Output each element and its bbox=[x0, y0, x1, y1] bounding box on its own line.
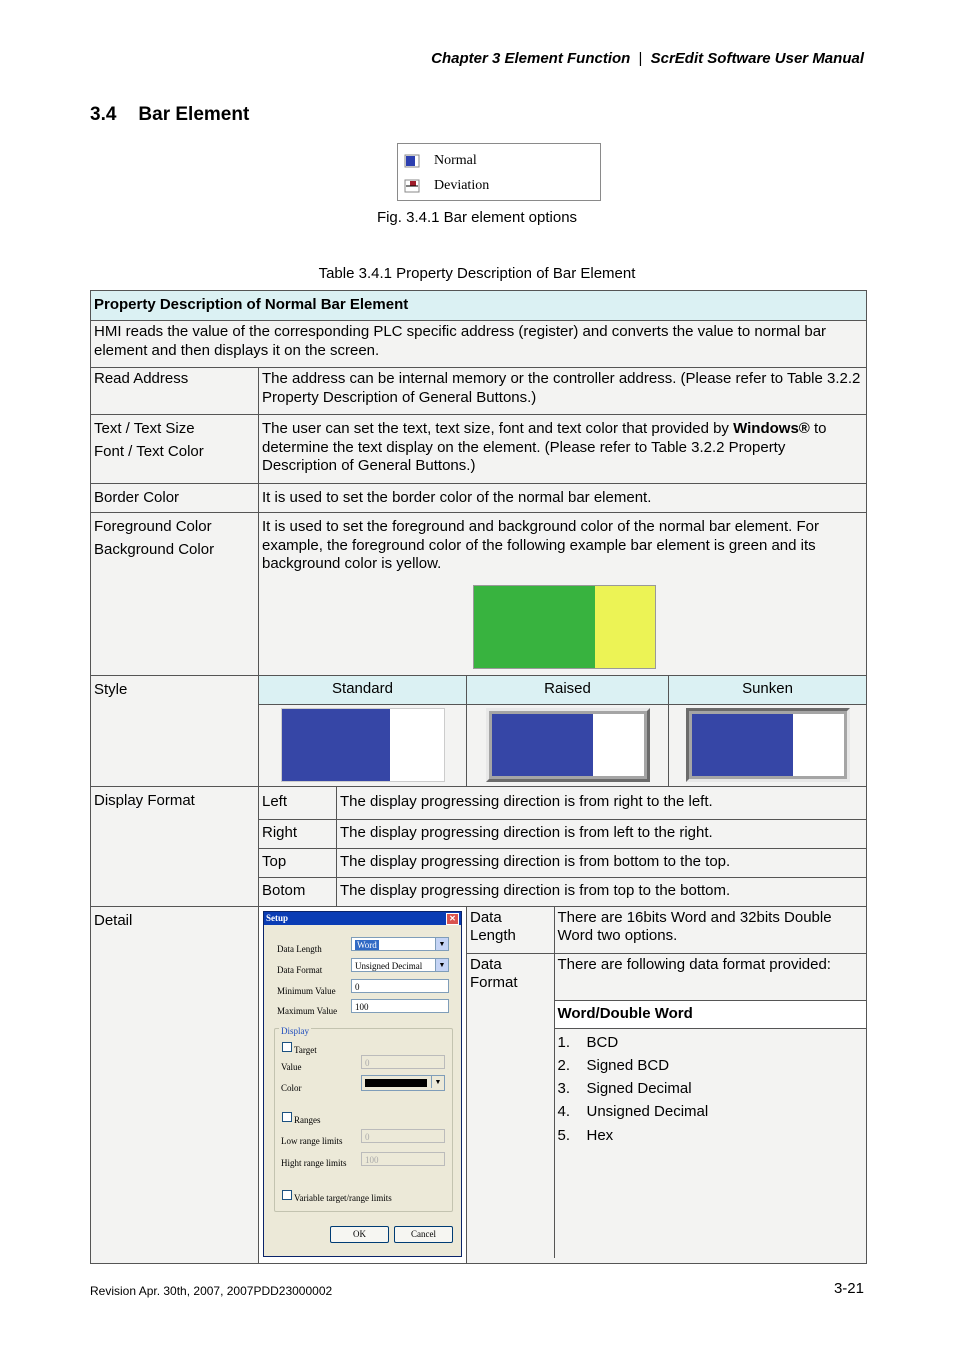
detail-label: Detail bbox=[91, 906, 259, 1263]
item-text: Signed Decimal bbox=[586, 1080, 692, 1098]
data-length-label: Data Length bbox=[277, 943, 322, 954]
item-text: Hex bbox=[586, 1126, 614, 1144]
cancel-button[interactable]: Cancel bbox=[394, 1226, 453, 1243]
section-heading bbox=[90, 104, 249, 126]
color-swatch bbox=[365, 1079, 427, 1087]
table-heading: Property Description of Normal Bar Element bbox=[91, 291, 867, 321]
style-raised-cell bbox=[467, 704, 669, 786]
maximum-value-input[interactable]: 100 bbox=[351, 999, 449, 1013]
bar-foreground bbox=[282, 709, 391, 781]
dialog-title: Setup bbox=[266, 912, 289, 923]
page-number: 3-21 bbox=[833, 1280, 864, 1297]
setup-dialog-cell bbox=[259, 906, 467, 1263]
close-icon[interactable]: ✕ bbox=[446, 913, 459, 925]
read-address-label: Read Address bbox=[91, 368, 259, 415]
table-caption: Table 3.4.1 Property Description of Bar Element bbox=[318, 265, 636, 282]
direction-right: Right bbox=[259, 819, 337, 848]
item-number: 2. bbox=[557, 1056, 571, 1074]
bar-background bbox=[793, 714, 843, 776]
border-color-desc: It is used to set the border color of the normal bar element. bbox=[259, 484, 867, 513]
option-deviation bbox=[404, 178, 489, 194]
option-label: Normal bbox=[434, 153, 477, 168]
style-standard-header: Standard bbox=[259, 675, 467, 704]
data-length-label: Data Length bbox=[467, 907, 554, 954]
display-format-label: Display Format bbox=[91, 786, 259, 906]
header-separator: | bbox=[638, 50, 643, 67]
data-format-list-cell bbox=[554, 1028, 866, 1258]
property-table bbox=[90, 290, 867, 1264]
text-desc bbox=[259, 415, 867, 484]
chevron-down-icon[interactable]: ▼ bbox=[431, 1076, 444, 1088]
setup-dialog bbox=[263, 911, 462, 1257]
bar-background bbox=[593, 714, 643, 776]
list-item bbox=[558, 1127, 864, 1150]
style-raised-header: Raised bbox=[467, 675, 669, 704]
direction-top-desc: The display progressing direction is from bottom to the top. bbox=[337, 848, 867, 877]
data-format-value: Unsigned Decimal bbox=[355, 960, 423, 971]
deviation-bar-icon bbox=[404, 179, 420, 193]
option-normal bbox=[404, 153, 477, 169]
data-format-list bbox=[558, 1034, 864, 1150]
minimum-value-label: Minimum Value bbox=[277, 985, 336, 996]
list-item bbox=[558, 1103, 864, 1126]
sunken-bar-example bbox=[686, 708, 850, 782]
direction-top: Top bbox=[259, 848, 337, 877]
display-group-label: Display bbox=[279, 1022, 311, 1041]
ranges-label: Ranges bbox=[294, 1114, 321, 1125]
low-range-input[interactable]: 0 bbox=[361, 1129, 445, 1143]
item-number: 1. bbox=[557, 1033, 571, 1051]
item-text: BCD bbox=[586, 1033, 619, 1051]
data-length-desc: There are 16bits Word and 32bits Double Word two options. bbox=[554, 907, 866, 954]
high-range-input[interactable]: 100 bbox=[361, 1152, 445, 1166]
bar-background bbox=[390, 709, 443, 781]
option-label: Deviation bbox=[434, 178, 490, 193]
list-item bbox=[558, 1057, 864, 1080]
windows-trademark: Windows® bbox=[733, 420, 810, 437]
direction-bottom: Botom bbox=[259, 877, 337, 906]
normal-bar-icon bbox=[404, 154, 420, 168]
data-length-value: Word bbox=[357, 939, 377, 950]
table-intro: HMI reads the value of the corresponding PLC specific address (register) and converts the value to normal bar element and then displays it on the screen. bbox=[91, 321, 867, 368]
color-picker[interactable] bbox=[361, 1075, 445, 1091]
text-desc-a: The user can set the text, text size, font and text color that provided by bbox=[262, 420, 734, 437]
detail-content bbox=[467, 906, 867, 1263]
detail-subtable bbox=[467, 907, 866, 1258]
raised-bar-example bbox=[486, 708, 650, 782]
item-text: Signed BCD bbox=[586, 1056, 670, 1074]
section-title: Bar Element bbox=[138, 104, 250, 125]
header-manual: ScrEdit Software User Manual bbox=[650, 50, 864, 67]
fg-bg-desc bbox=[259, 513, 867, 676]
chevron-down-icon[interactable]: ▼ bbox=[435, 938, 448, 950]
data-format-select[interactable] bbox=[351, 958, 449, 972]
chevron-down-icon[interactable]: ▼ bbox=[435, 959, 448, 971]
footer-revision: Revision Apr. 30th, 2007, 2007PDD23000002 bbox=[90, 1284, 333, 1298]
maximum-value-label: Maximum Value bbox=[277, 1005, 338, 1016]
minimum-value-input[interactable]: 0 bbox=[351, 979, 449, 993]
border-color-label: Border Color bbox=[91, 484, 259, 513]
style-standard-cell bbox=[259, 704, 467, 786]
fg-bg-text: It is used to set the foreground and background color of the normal bar element. For example, the foreground color of the following example bar element is green and its background color is yellow. bbox=[262, 518, 819, 572]
dialog-titlebar bbox=[264, 912, 461, 925]
header-chapter: Chapter 3 Element Function bbox=[431, 50, 631, 67]
section-number: 3.4 bbox=[90, 104, 117, 125]
fg-bg-label bbox=[91, 513, 259, 676]
text-label-line2: Font / Text Color bbox=[94, 442, 204, 460]
raised-bar-inner bbox=[492, 714, 644, 776]
style-sunken-header: Sunken bbox=[669, 675, 867, 704]
text-desc-b: to determine the text display on the element. (Please refer to Table 3.2.2 Property Description of General Buttons.) bbox=[262, 420, 827, 474]
target-label: Target bbox=[294, 1044, 317, 1055]
value-label: Value bbox=[281, 1061, 302, 1072]
ok-button[interactable]: OK bbox=[330, 1226, 389, 1243]
direction-left: Left bbox=[259, 786, 337, 819]
data-format-desc: There are following data format provided: bbox=[554, 953, 866, 1000]
bg-label: Background Color bbox=[94, 540, 215, 558]
variable-limits-label: Variable target/range limits bbox=[294, 1192, 392, 1203]
value-input[interactable]: 0 bbox=[361, 1055, 445, 1069]
target-checkbox[interactable] bbox=[282, 1042, 292, 1052]
item-number: 3. bbox=[557, 1080, 571, 1098]
list-item bbox=[558, 1034, 864, 1057]
running-header bbox=[431, 50, 864, 67]
read-address-desc: The address can be internal memory or the controller address. (Please refer to Table 3.2.2 Property Description of General Buttons.) bbox=[259, 368, 867, 415]
bar-foreground bbox=[474, 586, 595, 668]
style-label: Style bbox=[91, 675, 259, 786]
data-format-label: Data Format bbox=[277, 964, 323, 975]
color-label: Color bbox=[281, 1082, 302, 1093]
high-range-label: Hight range limits bbox=[281, 1157, 347, 1168]
style-sunken-cell bbox=[669, 704, 867, 786]
standard-bar-example bbox=[281, 708, 445, 782]
word-subheading: Word/Double Word bbox=[554, 1000, 866, 1028]
figure-caption: Fig. 3.4.1 Bar element options bbox=[376, 209, 578, 226]
fg-label: Foreground Color bbox=[94, 518, 212, 535]
data-format-label: Data Format bbox=[467, 953, 554, 1258]
item-number: 5. bbox=[557, 1126, 571, 1144]
direction-left-desc: The display progressing direction is from right to the left. bbox=[337, 786, 867, 819]
item-text: Unsigned Decimal bbox=[586, 1103, 709, 1121]
list-item bbox=[558, 1080, 864, 1103]
variable-limits-checkbox[interactable] bbox=[282, 1190, 292, 1200]
direction-right-desc: The display progressing direction is from left to the right. bbox=[337, 819, 867, 848]
text-label-line1: Text / Text Size bbox=[94, 420, 195, 437]
sunken-bar-inner bbox=[692, 714, 844, 776]
example-bar-green-yellow bbox=[473, 585, 656, 669]
bar-options-figure bbox=[397, 143, 601, 201]
data-length-select[interactable] bbox=[351, 937, 449, 951]
text-label bbox=[91, 415, 259, 484]
bar-foreground bbox=[692, 714, 794, 776]
ranges-checkbox[interactable] bbox=[282, 1112, 292, 1122]
direction-bottom-desc: The display progressing direction is from top to the bottom. bbox=[337, 877, 867, 906]
item-number: 4. bbox=[557, 1103, 571, 1121]
bar-foreground bbox=[492, 714, 594, 776]
bar-background bbox=[595, 586, 655, 668]
low-range-label: Low range limits bbox=[281, 1135, 343, 1146]
